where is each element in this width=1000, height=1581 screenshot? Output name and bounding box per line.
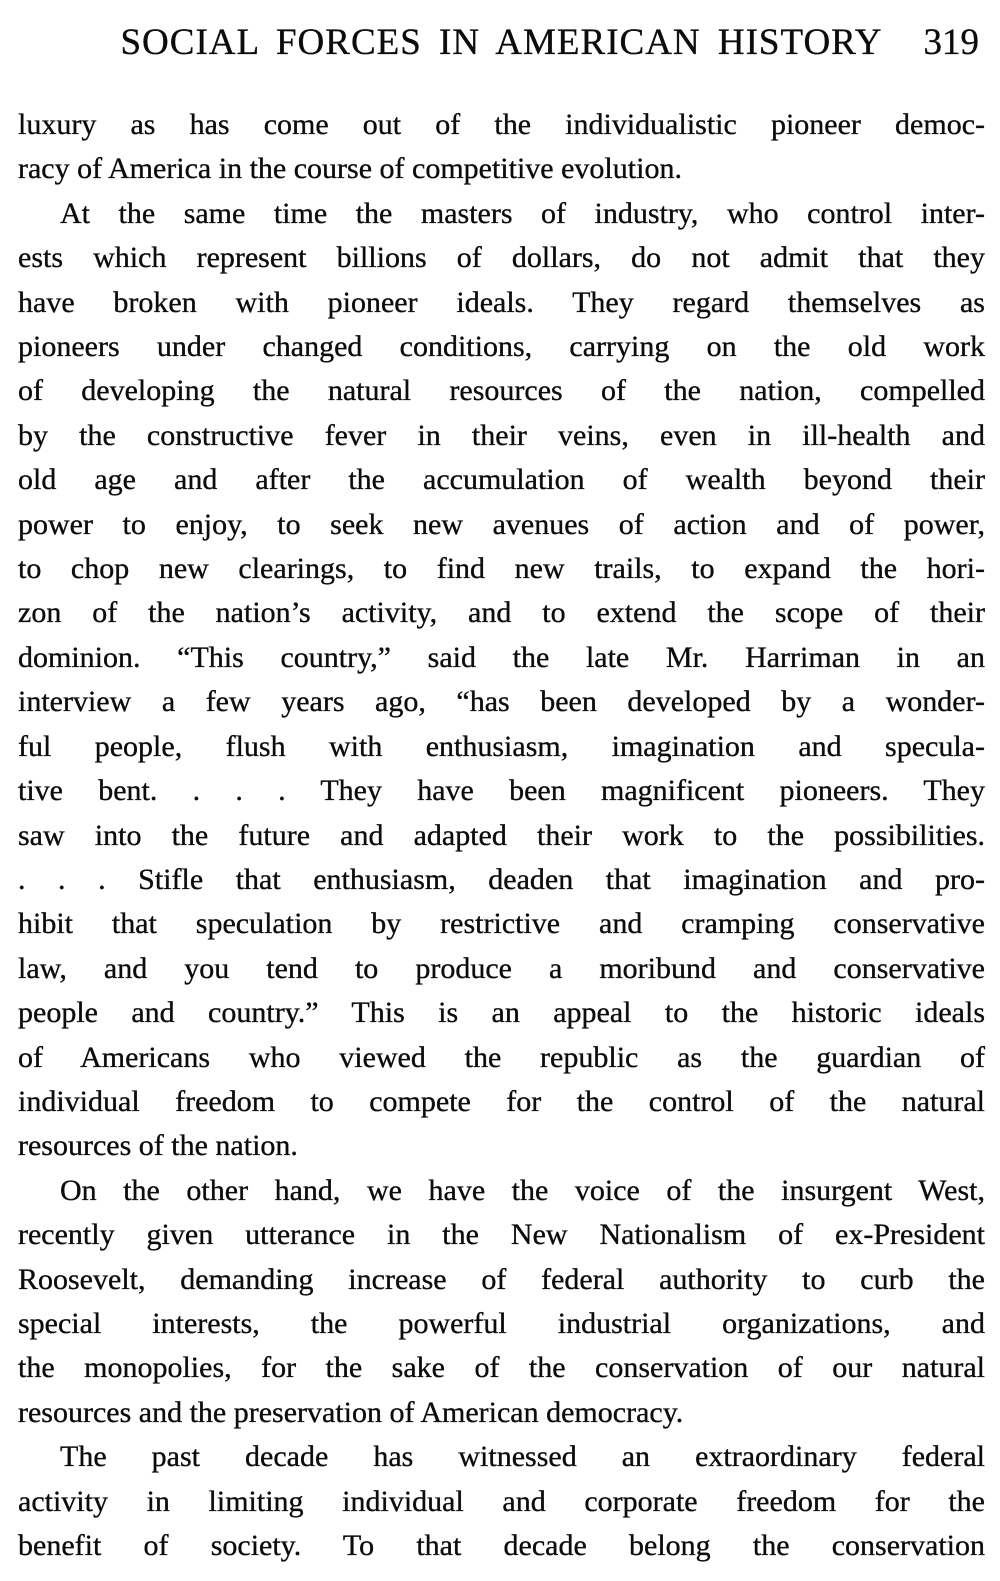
text-line: pioneers under changed conditions, carrying on the old work (18, 330, 985, 364)
page-number: 319 (923, 22, 979, 63)
paragraph (18, 103, 985, 192)
text-line: power to enjoy, to seek new avenues of action and of power, (18, 507, 985, 541)
text-line: law, and you tend to produce a moribund and conservative (18, 951, 985, 985)
text-line: racy of America in the course of competitive evolution. (18, 152, 682, 186)
text-line: have broken with pioneer ideals. They regard themselves as (18, 285, 985, 319)
text-line: resources and the preservation of American democracy. (18, 1395, 684, 1429)
text-line: the monopolies, for the sake of the conservation of our natural (18, 1351, 985, 1385)
text-line: dominion. “This country,” said the late Mr. Harriman in an (18, 640, 985, 674)
paragraph (18, 1435, 985, 1568)
text-line: ful people, flush with enthusiasm, imagination and specula- (18, 729, 985, 763)
running-head-title: SOCIAL FORCES IN AMERICAN HISTORY (120, 22, 883, 63)
text-line: hibit that speculation by restrictive and cramping conservative (18, 907, 985, 941)
text-line: saw into the future and adapted their work to the possibilities. (18, 818, 985, 852)
text-line: ests which represent billions of dollars, do not admit that they (18, 241, 985, 275)
text-line: The past decade has witnessed an extraordinary federal (60, 1440, 985, 1474)
text-line: zon of the nation’s activity, and to extend the scope of their (18, 596, 985, 630)
text-line: old age and after the accumulation of wealth beyond their (18, 463, 985, 497)
text-line: activity in limiting individual and corporate freedom for the (18, 1484, 985, 1518)
text-line: On the other hand, we have the voice of the insurgent West, (60, 1173, 985, 1207)
page-header (18, 22, 985, 68)
text-line: luxury as has come out of the individualistic pioneer democ- (18, 108, 985, 141)
text-line: individual freedom to compete for the control of the natural (18, 1084, 985, 1118)
text-line: to chop new clearings, to find new trails, to expand the hori- (18, 552, 985, 586)
text-line: interview a few years ago, “has been developed by a wonder- (18, 685, 985, 719)
page-body (18, 103, 985, 1568)
text-line: special interests, the powerful industrial organizations, and (18, 1306, 985, 1340)
text-line: of Americans who viewed the republic as the guardian of (18, 1040, 985, 1074)
text-line: . . . Stifle that enthusiasm, deaden that imagination and pro- (18, 862, 985, 896)
paragraph (18, 192, 985, 1169)
text-line: tive bent. . . . They have been magnificent pioneers. They (18, 774, 985, 808)
text-line: recently given utterance in the New Nationalism of ex-President (18, 1218, 985, 1252)
text-line: Roosevelt, demanding increase of federal authority to curb the (18, 1262, 985, 1296)
text-line: benefit of society. To that decade belong the conservation (18, 1529, 985, 1562)
text-line: people and country.” This is an appeal to the historic ideals (18, 996, 985, 1030)
text-line: by the constructive fever in their veins, even in ill-health and (18, 418, 985, 452)
paragraph (18, 1169, 985, 1435)
text-line: At the same time the masters of industry, who control inter- (60, 196, 985, 230)
text-line: of developing the natural resources of the nation, compelled (18, 374, 985, 408)
text-line: resources of the nation. (18, 1129, 298, 1163)
